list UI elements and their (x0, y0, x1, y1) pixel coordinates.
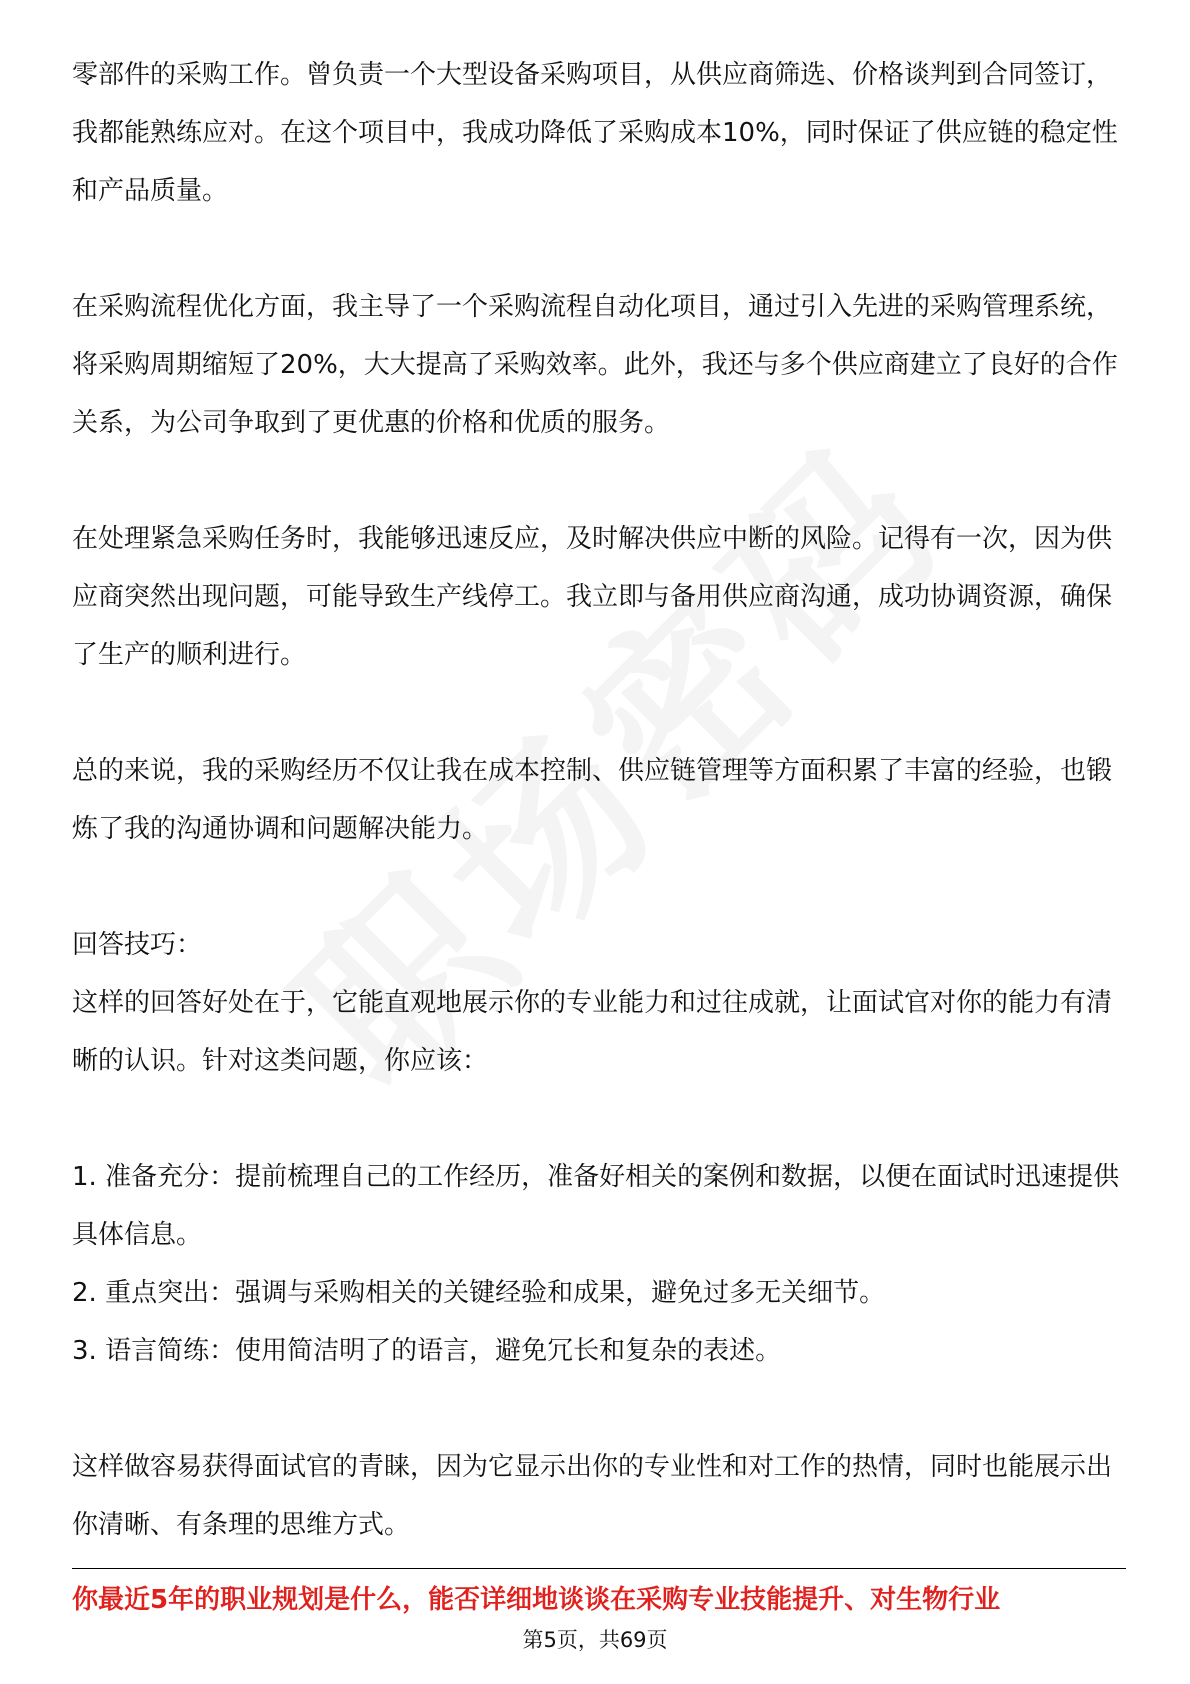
spacer (72, 452, 1122, 510)
next-question-heading: 你最近5年的职业规划是什么，能否详细地谈谈在采购专业技能提升、对生物行业 (72, 1585, 1001, 1615)
divider (72, 1568, 1126, 1569)
list-item: 3. 语言简练：使用简洁明了的语言，避免冗长和复杂的表述。 (72, 1336, 782, 1366)
spacer (72, 1090, 1122, 1148)
spacer (72, 220, 1122, 278)
tips-list (72, 1148, 1122, 1380)
closing-paragraph: 这样做容易获得面试官的青睐，因为它显示出你的专业性和对工作的热情，同时也能展示出你清晰、有条理的思维方式。 (72, 1452, 1113, 1540)
list-item: 1. 准备充分：提前梳理自己的工作经历，准备好相关的案例和数据，以便在面试时迅速提供具体信息。 (72, 1162, 1120, 1250)
paragraph-4: 总的来说，我的采购经历不仅让我在成本控制、供应链管理等方面积累了丰富的经验，也锻炼了我的沟通协调和问题解决能力。 (72, 756, 1113, 844)
tips-intro: 这样的回答好处在于，它能直观地展示你的专业能力和过往成就，让面试官对你的能力有清晰的认识。针对这类问题，你应该： (72, 988, 1113, 1076)
list-item: 2. 重点突出：强调与采购相关的关键经验和成果，避免过多无关细节。 (72, 1278, 886, 1308)
page-content (72, 46, 1122, 1554)
spacer (72, 1380, 1122, 1438)
spacer (72, 858, 1122, 916)
paragraph-2: 在采购流程优化方面，我主导了一个采购流程自动化项目，通过引入先进的采购管理系统，将采购周期缩短了20%，大大提高了采购效率。此外，我还与多个供应商建立了良好的合作关系，为公司争取到了更优惠的价格和优质的服务。 (72, 292, 1118, 438)
paragraph-1: 零部件的采购工作。曾负责一个大型设备采购项目，从供应商筛选、价格谈判到合同签订，我都能熟练应对。在这个项目中，我成功降低了采购成本10%，同时保证了供应链的稳定性和产品质量。 (72, 60, 1118, 206)
page-number: 第5页，共69页 (522, 1628, 668, 1652)
paragraph-3: 在处理紧急采购任务时，我能够迅速反应，及时解决供应中断的风险。记得有一次，因为供应商突然出现问题，可能导致生产线停工。我立即与备用供应商沟通，成功协调资源，确保了生产的顺利进行。 (72, 524, 1113, 670)
spacer (72, 684, 1122, 742)
tips-heading: 回答技巧： (72, 930, 203, 960)
